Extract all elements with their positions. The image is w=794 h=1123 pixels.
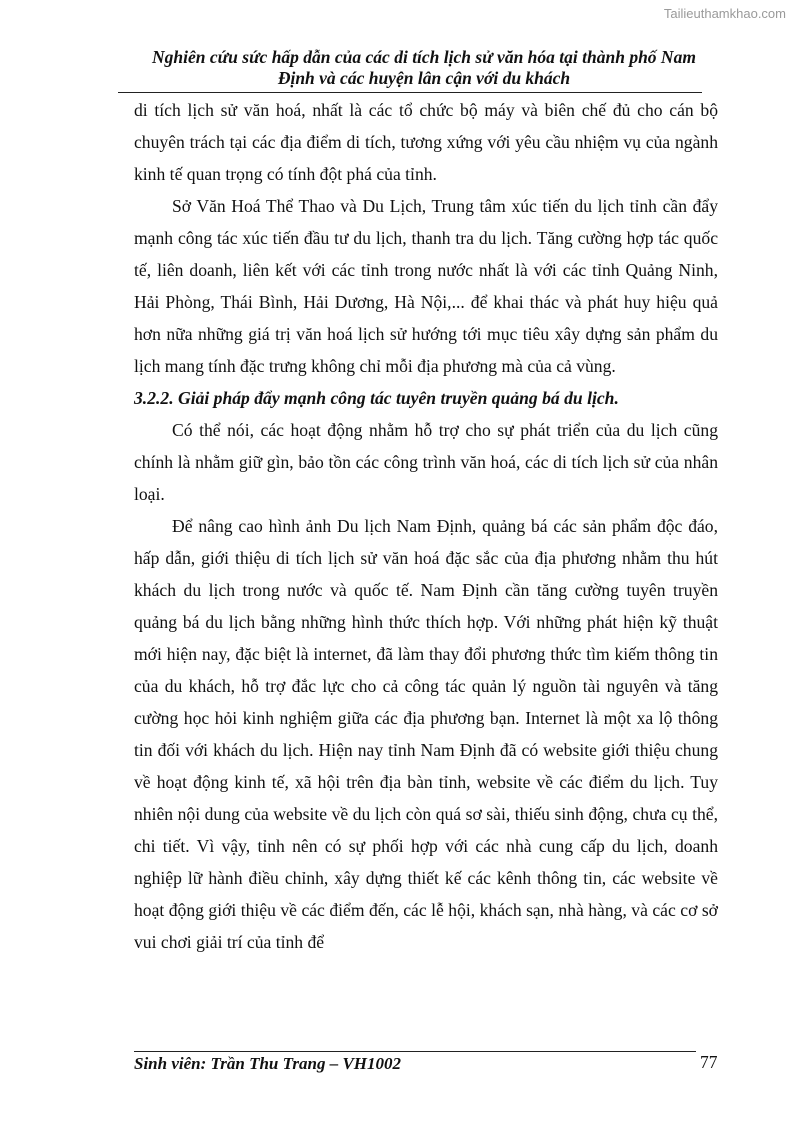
section-heading: 3.2.2. Giải pháp đẩy mạnh công tác tuyên truyền quảng bá du lịch. — [134, 388, 619, 408]
paragraph-3: Có thể nói, các hoạt động nhằm hỗ trợ cho sự phát triển của du lịch cũng chính là nhằm giữ gìn, bảo tồn các công trình văn hoá, các di tích lịch sử của nhân loại. — [134, 420, 718, 504]
footer-divider — [134, 1051, 696, 1052]
footer-student: Sinh viên: Trần Thu Trang – VH1002 — [134, 1054, 402, 1073]
page-header — [118, 47, 730, 89]
page-number: 77 — [700, 1052, 718, 1072]
header-title-line-1: Nghiên cứu sức hấp dẫn của các di tích lịch sử văn hóa tại thành phố Nam — [152, 47, 696, 67]
header-divider — [118, 92, 702, 93]
watermark: Tailieuthamkhao.com — [663, 6, 786, 21]
paragraph-2: Sở Văn Hoá Thể Thao và Du Lịch, Trung tâm xúc tiến du lịch tỉnh cần đẩy mạnh công tác xúc tiến đầu tư du lịch, thanh tra du lịch. Tăng cường hợp tác quốc tế, liên doanh, liên kết với các tỉnh trong nước nhất là với các tỉnh Quảng Ninh, Hải Phòng, Thái Bình, Hải Dương, Hà Nội,... để khai thác và phát huy hiệu quả hơn nữa những giá trị văn hoá lịch sử hướng tới mục tiêu xây dựng sản phẩm du lịch mang tính đặc trưng không chỉ mỗi địa phương mà của cả vùng. — [134, 196, 718, 376]
header-title-line-2: Định và các huyện lân cận với du khách — [277, 68, 571, 88]
document-body — [134, 94, 718, 958]
paragraph-4: Để nâng cao hình ảnh Du lịch Nam Định, quảng bá các sản phẩm độc đáo, hấp dẫn, giới thiệu di tích lịch sử văn hoá đặc sắc của địa phương nhằm thu hút khách du lịch trong nước và quốc tế. Nam Định cần tăng cường tuyên truyền quảng bá du lịch bằng những hình thức thích hợp. Với những phát hiện kỹ thuật mới hiện nay, đặc biệt là internet, đã làm thay đổi phương thức tìm kiếm thông tin của du khách, hỗ trợ đắc lực cho cả công tác quản lý nguồn tài nguyên và tăng cường học hỏi kinh nghiệm giữa các địa phương bạn. Internet là một xa lộ thông tin đối với khách du lịch. Hiện nay tỉnh Nam Định đã có website giới thiệu chung về hoạt động kinh tế, xã hội trên địa bàn tỉnh, website về các điểm du lịch. Tuy nhiên nội dung của website về du lịch còn quá sơ sài, thiếu sinh động, chưa cụ thể, chi tiết. Vì vậy, tỉnh nên có sự phối hợp với các nhà cung cấp du lịch, doanh nghiệp lữ hành điều chỉnh, xây dựng thiết kế các kênh thông tin, các website về hoạt động giới thiệu về các điểm đến, các lễ hội, khách sạn, nhà hàng, và các cơ sở vui chơi giải trí của tỉnh để — [134, 516, 718, 952]
paragraph-1: di tích lịch sử văn hoá, nhất là các tổ chức bộ máy và biên chế đủ cho cán bộ chuyên trách tại các địa điểm di tích, tương xứng với yêu cầu nhiệm vụ của ngành kinh tế quan trọng có tính đột phá của tỉnh. — [134, 100, 718, 184]
